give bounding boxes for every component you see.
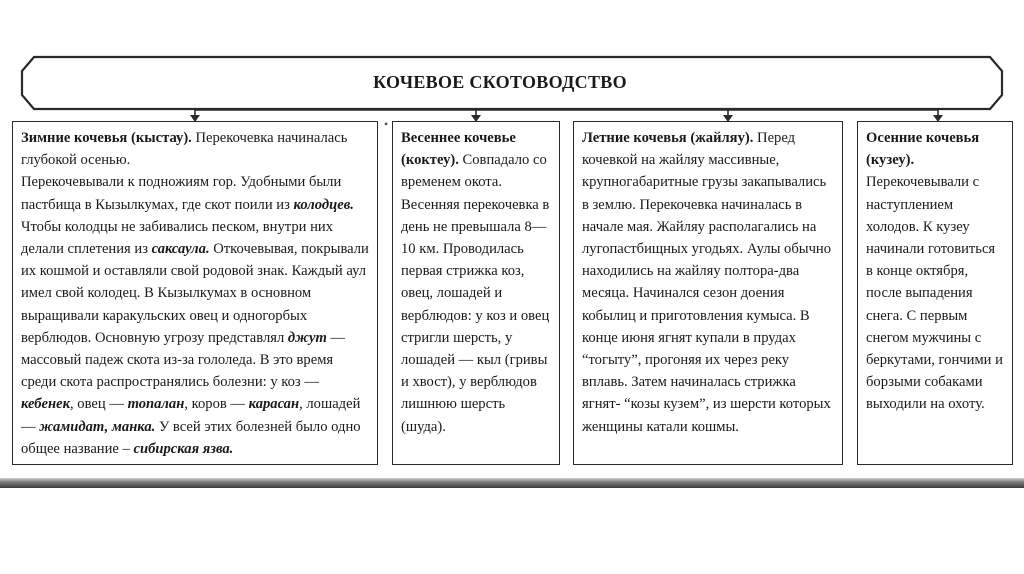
term-saksaula: саксаула. [151, 241, 210, 258]
term-dzhut: джут [287, 329, 327, 346]
term-kolodtsev: колодцев. [293, 196, 354, 213]
spring-title: Весеннее кочевье (коктеу). [401, 130, 516, 169]
term-topalan: топалан [127, 396, 185, 413]
page-title: КОЧЕВОЕ СКОТОВОДСТВО [373, 71, 627, 92]
winter-intro: Зимние кочевья (кыстау). Перекочевка начиналась глубокой осенью. [21, 130, 348, 169]
autumn-body: Осенние кочевья (кузеу). Перекочевывали с наступлением холодов. К кузеу начинали готовиться в конце октября, после выпадения снега. С первым снегом мужчины с беркутами, гончими и борзыми собаками выходили на охоту. [866, 130, 1003, 413]
stray-mark: • [384, 117, 389, 131]
connector-lines [0, 0, 1024, 125]
winter-body: Перекочевывали к подножиям гор. Удобными были пастбища в Кызылкумах, где скот поили из колодцев. Чтобы колодцы не забивались песком, внутри них делали сплетения из саксаула. Откочевывая, покрывали их кошмой и оставляли свой родовой знак. Каждый аул имел свой колодец. В Кызылкумах в основном выращивали каракульских овец и одногорбых верблюдов. Основную угрозу представлял джут — массовый падеж скота из-за гололеда. В это время среди скота распространялись болезни: у коз — кебенек, овец — топалан, коров — карасан, лошадей — жамидат, манка. У всей этих болезней было одно общее название – сибирская язва. [21, 174, 369, 457]
summer-body: Летние кочевья (жайляу). Перед кочевкой на жайляу массивные, крупногабаритные грузы закапывались в землю. Перекочевка начиналась в начале мая. Жайляу располагались на лугопастбищных угодьях. Аулы обычно находились на жайляу полтора-два месяца. Начинался сезон доения кобылиц и приготовления кумыса. В конце июня ягнят купали в прудах “тогыту”, прогоняя их через реку вплавь. Затем начиналась стрижка ягнят- “козы кузем”, из шерсти которых женщины катали кошмы. [582, 130, 832, 435]
term-zhamidat: жамидат, манка. [39, 418, 156, 435]
spring-body: Весеннее кочевье (коктеу). Совпадало со временем окота. Весенняя перекочевка в день не превышала 8—10 км. Проводилась первая стрижка коз, овец, лошадей и верблюдов: у коз и овец стригли шерсть, у лошадей — кыл (гривы и хвост), у верблюдов лишнюю шерсть (шуда). [401, 130, 550, 435]
bottom-divider-band [0, 478, 1024, 488]
winter-nomad-box [12, 121, 378, 465]
autumn-nomad-box [857, 121, 1013, 465]
summer-title: Летние кочевья (жайляу). [582, 130, 754, 146]
autumn-title: Осенние кочевья (кузеу). [866, 130, 980, 169]
term-kebenek: кебенек [21, 396, 70, 413]
summer-nomad-box [573, 121, 843, 465]
spring-nomad-box [392, 121, 560, 465]
term-karasan: карасан [248, 396, 300, 413]
term-sibirskaya-yazva: сибирская язва. [133, 440, 234, 457]
winter-title: Зимние кочевья (кыстау). [21, 130, 192, 146]
